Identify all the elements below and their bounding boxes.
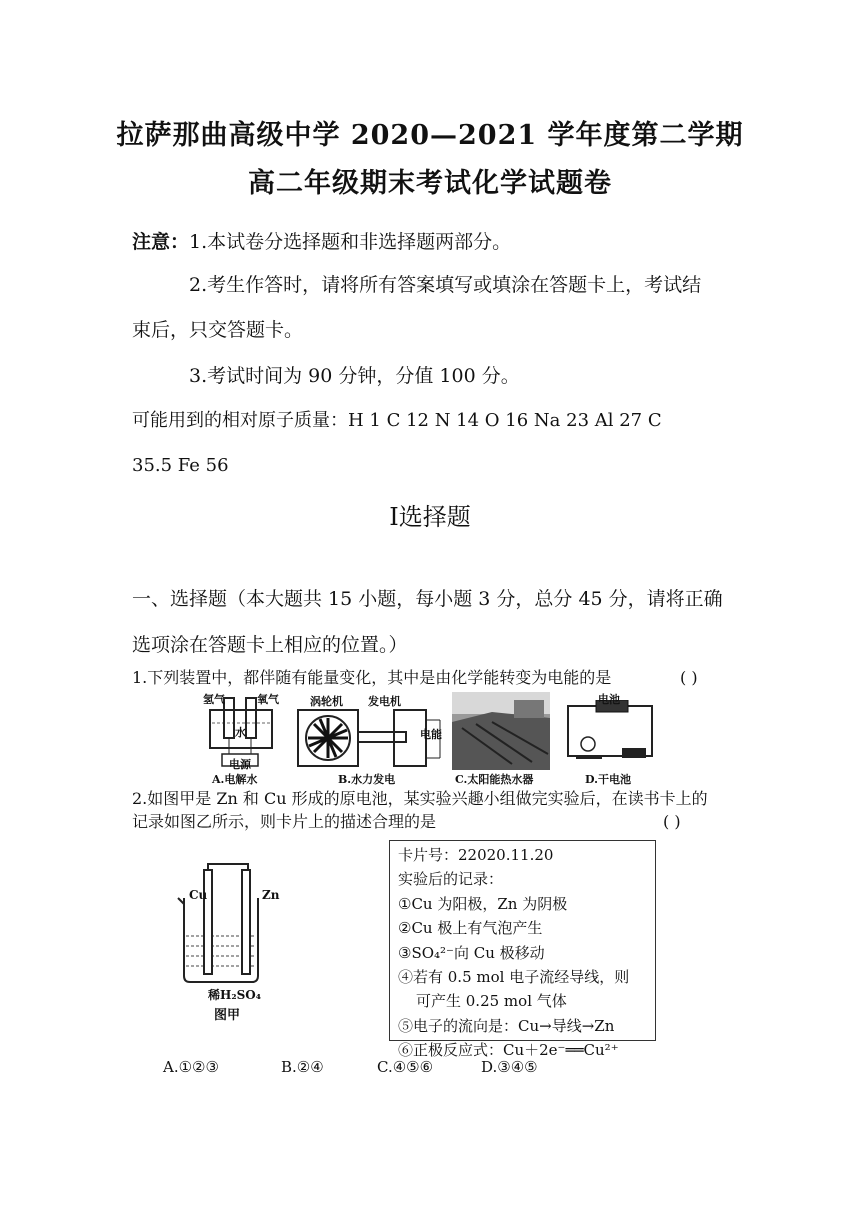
notice-item-2a: 2.考生作答时，请将所有答案填写或填涂在答题卡上，考试结 — [189, 274, 702, 296]
title-line-1: 拉萨那曲高级中学 2020—2021 学年度第二学期 — [116, 120, 744, 151]
q2-stem-line-2: 记录如图乙所示，则卡片上的描述合理的是 — [132, 812, 437, 831]
label-dilute-sulfuric-acid: 稀H₂SO₄ — [208, 988, 261, 1002]
label-oxygen: 氧气 — [257, 693, 279, 706]
label-turbine: 涡轮机 — [310, 695, 343, 708]
part1-line-1: 一、选择题（本大题共 15 小题，每小题 3 分，总分 45 分，请将正确 — [132, 588, 723, 610]
label-battery: 电池 — [598, 693, 620, 706]
atomic-mass-line-1: 可能用到的相对原子质量：H 1 C 12 N 14 O 16 Na 23 Al 27 C — [132, 410, 662, 431]
label-power: 电源 — [229, 758, 251, 771]
atomic-mass-line-2: 35.5 Fe 56 — [132, 455, 229, 476]
label-cu-electrode: Cu — [189, 888, 208, 902]
q2-option-d[interactable]: D.③④⑤ — [481, 1058, 538, 1076]
q2-option-c[interactable]: C.④⑤⑥ — [377, 1058, 434, 1076]
q2-stem-line-1: 2.如图甲是 Zn 和 Cu 形成的原电池，某实验兴趣小组做完实验后，在读书卡上的 — [132, 789, 708, 808]
record-card — [389, 840, 656, 1060]
q1-stem: 1.下列装置中，都伴随有能量变化，其中是由化学能转变为电能的是 — [132, 668, 612, 687]
notice-item-2b: 束后，只交答题卡。 — [132, 319, 304, 341]
card-item-2: ②Cu 极上有气泡产生 — [398, 919, 543, 938]
label-electric-energy: 电能 — [420, 728, 442, 741]
caption-b: B.水力发电 — [338, 773, 396, 786]
card-item-6: ⑥正极反应式：Cu＋2e⁻══Cu²⁺ — [398, 1041, 619, 1060]
card-item-3: ③SO₄²⁻向 Cu 极移动 — [398, 943, 545, 962]
card-item-4: ④若有 0.5 mol 电子流经导线，则 — [398, 968, 630, 987]
galvanic-cell-figure — [176, 858, 266, 986]
notice-label: 注意： — [132, 231, 190, 253]
q2-answer-paren: ( ) — [663, 812, 681, 831]
label-hydrogen: 氢气 — [203, 693, 225, 706]
q2-option-a[interactable]: A.①②③ — [163, 1058, 219, 1076]
caption-d: D.干电池 — [585, 773, 631, 786]
solar-water-heater-photo — [452, 692, 550, 770]
q1-answer-paren: ( ) — [680, 668, 698, 687]
q2-option-b[interactable]: B.②④ — [281, 1058, 324, 1076]
title-line-2: 高二年级期末考试化学试题卷 — [248, 168, 612, 199]
notice-item-1: 1.本试卷分选择题和非选择题两部分。 — [189, 231, 512, 253]
caption-c: C.太阳能热水器 — [455, 773, 534, 786]
card-item-1: ①Cu 为阳极，Zn 为阴极 — [398, 894, 568, 913]
part1-line-2: 选项涂在答题卡上相应的位置。） — [132, 634, 408, 656]
card-item-5: ⑤电子的流向是：Cu→导线→Zn — [398, 1016, 615, 1035]
label-generator: 发电机 — [368, 695, 401, 708]
label-zn-electrode: Zn — [262, 888, 280, 902]
notice-item-3: 3.考试时间为 90 分钟，分值 100 分。 — [189, 365, 520, 387]
section-title: Ⅰ选择题 — [389, 503, 471, 531]
card-item-4-cont: 可产生 0.25 mol 气体 — [416, 992, 567, 1011]
caption-a: A.电解水 — [212, 773, 258, 786]
card-number: 卡片号：22020.11.20 — [398, 846, 554, 864]
card-heading: 实验后的记录： — [398, 870, 504, 889]
figure-caption-jia: 图甲 — [214, 1008, 241, 1023]
label-water: 水 — [235, 726, 246, 739]
dry-cell-circuit-figure — [562, 700, 658, 770]
